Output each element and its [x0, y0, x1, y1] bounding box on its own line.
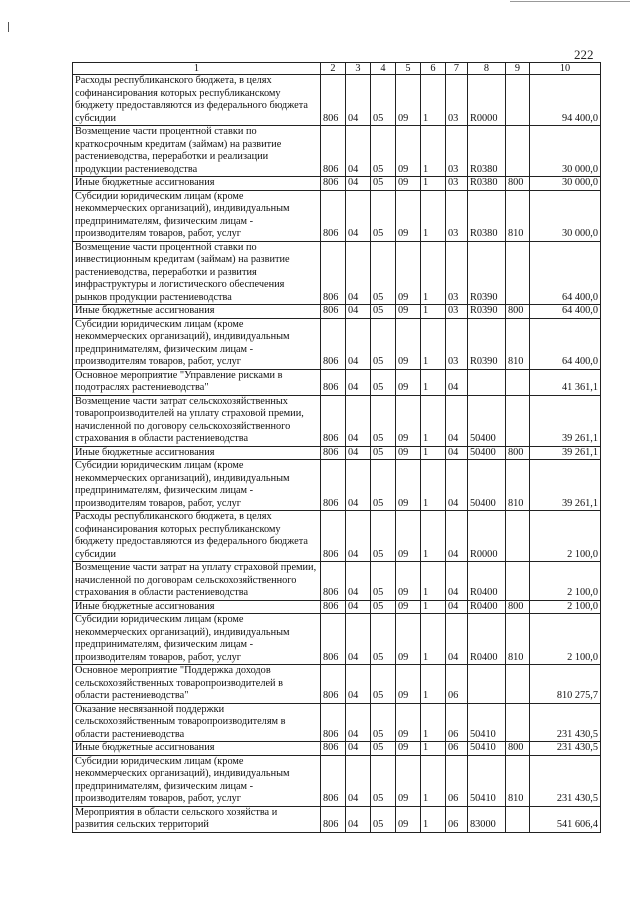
table-row	[73, 806, 601, 832]
row-expense-type-code: 800	[506, 177, 530, 191]
header-col-4: 4	[371, 63, 396, 75]
row-amount: 231 430,5	[530, 755, 601, 806]
row-event-code: 03	[446, 75, 468, 126]
row-expense-type-code	[506, 126, 530, 177]
header-col-2: 2	[321, 63, 346, 75]
row-program-code: 09	[396, 742, 421, 756]
row-program-code: 09	[396, 806, 421, 832]
row-event-code: 03	[446, 318, 468, 369]
row-subsection-code: 05	[371, 703, 396, 742]
row-amount: 231 430,5	[530, 703, 601, 742]
margin-mark	[8, 22, 9, 32]
header-col-6: 6	[421, 63, 446, 75]
row-subsection-code: 05	[371, 614, 396, 665]
row-amount: 39 261,1	[530, 460, 601, 511]
row-subsection-code: 05	[371, 600, 396, 614]
row-expense-type-code	[506, 511, 530, 562]
row-amount: 2 100,0	[530, 600, 601, 614]
row-direction-code: R0390	[468, 305, 506, 319]
row-event-code: 04	[446, 395, 468, 446]
row-section-code: 04	[346, 177, 371, 191]
row-description: Расходы республиканского бюджета, в целях софинансирования которых республиканскому бюджету предоставляются из федерального бюджета субсидии	[73, 511, 321, 562]
row-expense-type-code	[506, 395, 530, 446]
row-section-code: 04	[346, 755, 371, 806]
row-subprogram-code: 1	[421, 305, 446, 319]
row-subprogram-code: 1	[421, 600, 446, 614]
row-direction-code: 50400	[468, 395, 506, 446]
row-event-code: 06	[446, 665, 468, 704]
row-direction-code: R0000	[468, 511, 506, 562]
row-subprogram-code: 1	[421, 742, 446, 756]
row-ministry-code: 806	[321, 614, 346, 665]
row-section-code: 04	[346, 460, 371, 511]
row-section-code: 04	[346, 562, 371, 601]
row-direction-code: R0390	[468, 318, 506, 369]
row-subsection-code: 05	[371, 177, 396, 191]
row-description: Оказание несвязанной поддержки сельскохозяйственным товаропроизводителям в области растениеводства	[73, 703, 321, 742]
table-row	[73, 75, 601, 126]
row-amount: 64 400,0	[530, 241, 601, 305]
row-section-code: 04	[346, 241, 371, 305]
row-subsection-code: 05	[371, 305, 396, 319]
row-subprogram-code: 1	[421, 75, 446, 126]
row-description: Возмещение части процентной ставки по краткосрочным кредитам (займам) на развитие растениеводства, переработки и реализации продукции растениеводства	[73, 126, 321, 177]
row-program-code: 09	[396, 755, 421, 806]
row-program-code: 09	[396, 305, 421, 319]
row-subsection-code: 05	[371, 75, 396, 126]
row-event-code: 04	[446, 511, 468, 562]
row-program-code: 09	[396, 126, 421, 177]
row-ministry-code: 806	[321, 665, 346, 704]
table-row	[73, 755, 601, 806]
row-program-code: 09	[396, 600, 421, 614]
row-description: Основное мероприятие "Поддержка доходов сельскохозяйственных товаропроизводителей в области растениеводства"	[73, 665, 321, 704]
row-event-code: 06	[446, 806, 468, 832]
row-subprogram-code: 1	[421, 318, 446, 369]
row-amount: 39 261,1	[530, 395, 601, 446]
header-col-10: 10	[530, 63, 601, 75]
row-event-code: 04	[446, 600, 468, 614]
row-ministry-code: 806	[321, 177, 346, 191]
row-section-code: 04	[346, 806, 371, 832]
row-program-code: 09	[396, 614, 421, 665]
header-col-3: 3	[346, 63, 371, 75]
row-program-code: 09	[396, 446, 421, 460]
row-subprogram-code: 1	[421, 755, 446, 806]
row-section-code: 04	[346, 614, 371, 665]
row-section-code: 04	[346, 305, 371, 319]
row-ministry-code: 806	[321, 446, 346, 460]
row-description: Расходы республиканского бюджета, в целях софинансирования которых республиканскому бюджету предоставляются из федерального бюджета субсидии	[73, 75, 321, 126]
row-expense-type-code	[506, 369, 530, 395]
row-description: Иные бюджетные ассигнования	[73, 600, 321, 614]
row-amount: 41 361,1	[530, 369, 601, 395]
row-ministry-code: 806	[321, 562, 346, 601]
row-subsection-code: 05	[371, 241, 396, 305]
row-subprogram-code: 1	[421, 460, 446, 511]
row-amount: 64 400,0	[530, 318, 601, 369]
row-section-code: 04	[346, 742, 371, 756]
row-direction-code: R0400	[468, 562, 506, 601]
row-program-code: 09	[396, 318, 421, 369]
row-expense-type-code: 800	[506, 446, 530, 460]
row-event-code: 04	[446, 460, 468, 511]
row-subsection-code: 05	[371, 460, 396, 511]
row-subprogram-code: 1	[421, 703, 446, 742]
row-subprogram-code: 1	[421, 665, 446, 704]
row-ministry-code: 806	[321, 511, 346, 562]
row-subsection-code: 05	[371, 395, 396, 446]
row-subsection-code: 05	[371, 369, 396, 395]
row-subsection-code: 05	[371, 755, 396, 806]
table-row	[73, 190, 601, 241]
row-subsection-code: 05	[371, 446, 396, 460]
row-direction-code: R0390	[468, 241, 506, 305]
row-amount: 39 261,1	[530, 446, 601, 460]
table-row	[73, 742, 601, 756]
row-description: Иные бюджетные ассигнования	[73, 305, 321, 319]
row-amount: 30 000,0	[530, 126, 601, 177]
row-description: Иные бюджетные ассигнования	[73, 446, 321, 460]
table-body	[73, 63, 601, 833]
row-amount: 2 100,0	[530, 511, 601, 562]
row-event-code: 03	[446, 177, 468, 191]
budget-table	[72, 62, 601, 833]
row-expense-type-code: 800	[506, 305, 530, 319]
row-ministry-code: 806	[321, 305, 346, 319]
row-ministry-code: 806	[321, 241, 346, 305]
row-section-code: 04	[346, 126, 371, 177]
table-row	[73, 600, 601, 614]
row-ministry-code: 806	[321, 190, 346, 241]
row-description: Основное мероприятие "Управление рисками в подотраслях растениеводства"	[73, 369, 321, 395]
row-ministry-code: 806	[321, 75, 346, 126]
row-direction-code: 50400	[468, 446, 506, 460]
row-amount: 2 100,0	[530, 562, 601, 601]
row-description: Возмещение части затрат на уплату страховой премии, начисленной по договорам сельскохозяйственного страхования в области растениеводства	[73, 562, 321, 601]
scan-edge-line	[510, 1, 630, 2]
row-program-code: 09	[396, 562, 421, 601]
table-row	[73, 318, 601, 369]
row-subprogram-code: 1	[421, 511, 446, 562]
row-subsection-code: 05	[371, 665, 396, 704]
row-event-code: 03	[446, 126, 468, 177]
row-section-code: 04	[346, 511, 371, 562]
table-row	[73, 460, 601, 511]
row-event-code: 04	[446, 446, 468, 460]
table-row	[73, 614, 601, 665]
row-subprogram-code: 1	[421, 190, 446, 241]
row-ministry-code: 806	[321, 742, 346, 756]
table-row	[73, 703, 601, 742]
row-subsection-code: 05	[371, 126, 396, 177]
row-subprogram-code: 1	[421, 126, 446, 177]
row-event-code: 04	[446, 562, 468, 601]
row-subprogram-code: 1	[421, 177, 446, 191]
row-event-code: 06	[446, 742, 468, 756]
table-row	[73, 511, 601, 562]
row-program-code: 09	[396, 665, 421, 704]
row-subsection-code: 05	[371, 511, 396, 562]
row-section-code: 04	[346, 75, 371, 126]
row-direction-code: R0000	[468, 75, 506, 126]
row-amount: 810 275,7	[530, 665, 601, 704]
table-row	[73, 305, 601, 319]
row-amount: 231 430,5	[530, 742, 601, 756]
row-program-code: 09	[396, 75, 421, 126]
row-expense-type-code: 800	[506, 742, 530, 756]
header-row	[73, 63, 601, 75]
row-description: Мероприятия в области сельского хозяйства и развития сельских территорий	[73, 806, 321, 832]
row-section-code: 04	[346, 600, 371, 614]
row-expense-type-code: 810	[506, 190, 530, 241]
table-row	[73, 369, 601, 395]
row-program-code: 09	[396, 177, 421, 191]
row-subprogram-code: 1	[421, 369, 446, 395]
row-direction-code: 50400	[468, 460, 506, 511]
row-direction-code: R0380	[468, 190, 506, 241]
row-amount: 30 000,0	[530, 190, 601, 241]
header-col-8: 8	[468, 63, 506, 75]
row-amount: 64 400,0	[530, 305, 601, 319]
row-subsection-code: 05	[371, 562, 396, 601]
row-ministry-code: 806	[321, 600, 346, 614]
row-amount: 541 606,4	[530, 806, 601, 832]
row-subprogram-code: 1	[421, 446, 446, 460]
table-row	[73, 241, 601, 305]
row-expense-type-code: 810	[506, 614, 530, 665]
row-expense-type-code: 810	[506, 460, 530, 511]
row-description: Субсидии юридическим лицам (кроме некоммерческих организаций), индивидуальным предпринимателям, физическим лицам - производителям товаров, работ, услуг	[73, 755, 321, 806]
table-row	[73, 562, 601, 601]
row-section-code: 04	[346, 703, 371, 742]
row-section-code: 04	[346, 369, 371, 395]
row-program-code: 09	[396, 241, 421, 305]
row-section-code: 04	[346, 395, 371, 446]
row-direction-code: R0380	[468, 177, 506, 191]
row-ministry-code: 806	[321, 395, 346, 446]
row-event-code: 04	[446, 369, 468, 395]
row-description: Субсидии юридическим лицам (кроме некоммерческих организаций), индивидуальным предпринимателям, физическим лицам - производителям товаров, работ, услуг	[73, 614, 321, 665]
table-row	[73, 446, 601, 460]
row-program-code: 09	[396, 703, 421, 742]
row-ministry-code: 806	[321, 318, 346, 369]
row-expense-type-code	[506, 562, 530, 601]
row-event-code: 03	[446, 241, 468, 305]
row-description: Возмещение части затрат сельскохозяйственных товаропроизводителей на уплату страховой премии, начисленной по договору сельскохозяйственного страхования в области растениеводства	[73, 395, 321, 446]
row-event-code: 06	[446, 755, 468, 806]
row-direction-code: R0400	[468, 600, 506, 614]
row-program-code: 09	[396, 190, 421, 241]
row-program-code: 09	[396, 369, 421, 395]
row-program-code: 09	[396, 395, 421, 446]
row-ministry-code: 806	[321, 126, 346, 177]
row-subprogram-code: 1	[421, 562, 446, 601]
header-col-5: 5	[396, 63, 421, 75]
row-section-code: 04	[346, 190, 371, 241]
row-ministry-code: 806	[321, 369, 346, 395]
row-description: Субсидии юридическим лицам (кроме некоммерческих организаций), индивидуальным предпринимателям, физическим лицам - производителям товаров, работ, услуг	[73, 190, 321, 241]
row-ministry-code: 806	[321, 703, 346, 742]
row-direction-code: 50410	[468, 742, 506, 756]
row-amount: 94 400,0	[530, 75, 601, 126]
row-program-code: 09	[396, 511, 421, 562]
row-program-code: 09	[396, 460, 421, 511]
table-row	[73, 177, 601, 191]
row-expense-type-code: 810	[506, 318, 530, 369]
row-amount: 30 000,0	[530, 177, 601, 191]
table-row	[73, 126, 601, 177]
row-amount: 2 100,0	[530, 614, 601, 665]
row-subprogram-code: 1	[421, 806, 446, 832]
row-section-code: 04	[346, 446, 371, 460]
row-section-code: 04	[346, 665, 371, 704]
row-expense-type-code	[506, 703, 530, 742]
row-event-code: 03	[446, 190, 468, 241]
row-subsection-code: 05	[371, 190, 396, 241]
page-number: 222	[574, 47, 594, 62]
row-direction-code: 50410	[468, 755, 506, 806]
row-expense-type-code	[506, 75, 530, 126]
row-direction-code: 83000	[468, 806, 506, 832]
header-col-1: 1	[73, 63, 321, 75]
header-col-7: 7	[446, 63, 468, 75]
row-subsection-code: 05	[371, 742, 396, 756]
row-subprogram-code: 1	[421, 241, 446, 305]
row-description: Возмещение части процентной ставки по инвестиционным кредитам (займам) на развитие растениеводства, переработки и развития инфраструктуры и логистического обеспечения рынков продукции растениеводства	[73, 241, 321, 305]
row-expense-type-code: 800	[506, 600, 530, 614]
row-expense-type-code	[506, 806, 530, 832]
row-direction-code: 50410	[468, 703, 506, 742]
row-subprogram-code: 1	[421, 395, 446, 446]
row-event-code: 04	[446, 614, 468, 665]
row-direction-code: R0380	[468, 126, 506, 177]
row-description: Субсидии юридическим лицам (кроме некоммерческих организаций), индивидуальным предпринимателям, физическим лицам - производителям товаров, работ, услуг	[73, 318, 321, 369]
row-ministry-code: 806	[321, 755, 346, 806]
header-col-9: 9	[506, 63, 530, 75]
row-direction-code	[468, 665, 506, 704]
row-direction-code	[468, 369, 506, 395]
row-expense-type-code: 810	[506, 755, 530, 806]
row-subsection-code: 05	[371, 806, 396, 832]
row-subprogram-code: 1	[421, 614, 446, 665]
row-description: Иные бюджетные ассигнования	[73, 742, 321, 756]
table-row	[73, 395, 601, 446]
row-event-code: 06	[446, 703, 468, 742]
row-event-code: 03	[446, 305, 468, 319]
row-description: Субсидии юридическим лицам (кроме некоммерческих организаций), индивидуальным предпринимателям, физическим лицам - производителям товаров, работ, услуг	[73, 460, 321, 511]
row-direction-code: R0400	[468, 614, 506, 665]
row-section-code: 04	[346, 318, 371, 369]
table-row	[73, 665, 601, 704]
row-expense-type-code	[506, 241, 530, 305]
row-ministry-code: 806	[321, 460, 346, 511]
row-expense-type-code	[506, 665, 530, 704]
row-subsection-code: 05	[371, 318, 396, 369]
row-ministry-code: 806	[321, 806, 346, 832]
row-description: Иные бюджетные ассигнования	[73, 177, 321, 191]
